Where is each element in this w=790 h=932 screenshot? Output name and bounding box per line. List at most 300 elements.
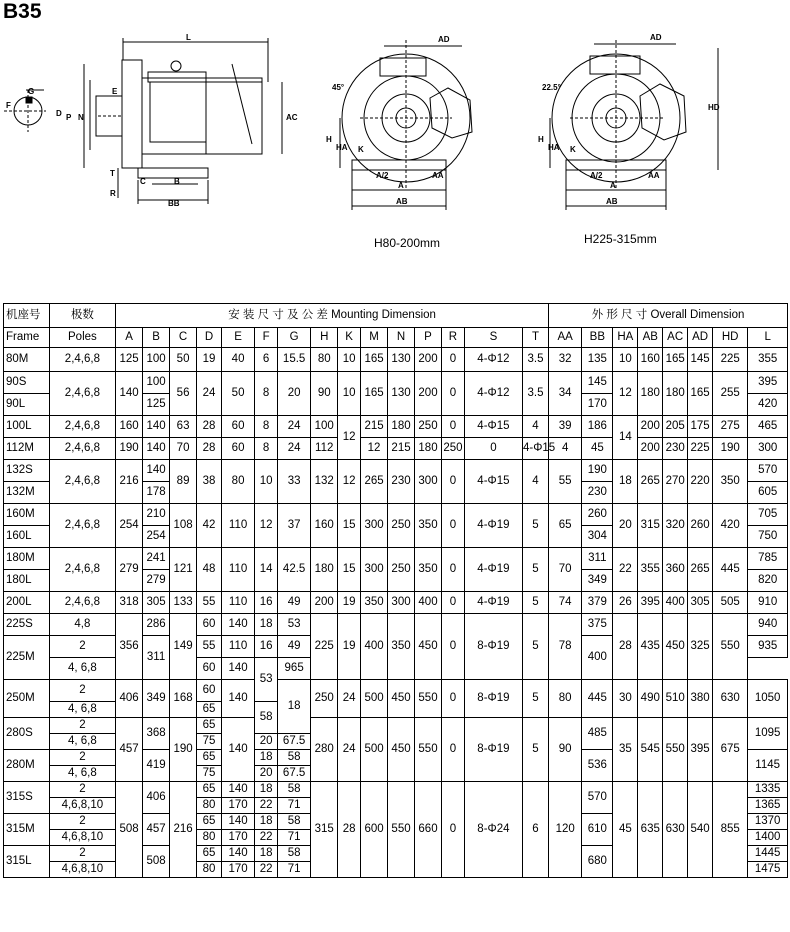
table-cell: 49 [278, 592, 311, 614]
table-cell: 550 [415, 680, 442, 718]
table-cell: 180 [638, 372, 663, 416]
table-cell: 180 [388, 416, 415, 438]
table-cell: 35 [613, 718, 638, 782]
table-cell: 65 [197, 702, 222, 718]
table-cell: 1365 [748, 798, 788, 814]
table-cell: 55 [549, 460, 582, 504]
table-cell: 40 [221, 348, 254, 372]
table-cell: 216 [116, 460, 143, 504]
table-cell: 550 [663, 718, 688, 782]
table-cell: 18 [255, 750, 278, 766]
table-cell: 5 [522, 614, 548, 680]
table-cell: 130 [388, 372, 415, 416]
table-cell: 4,8 [49, 614, 115, 636]
table-cell: 2 [49, 846, 115, 862]
table-cell: 90 [549, 718, 582, 782]
table-cell: 80 [311, 348, 338, 372]
table-cell: M [361, 328, 388, 348]
table-cell: 133 [170, 592, 197, 614]
table-cell: 0 [464, 438, 522, 460]
table-cell: 610 [582, 814, 613, 846]
table-cell: 2,4,6,8 [49, 348, 115, 372]
table-cell: BB [582, 328, 613, 348]
table-cell: 395 [688, 718, 713, 782]
table-cell: 215 [361, 416, 388, 438]
table-cell: 140 [143, 438, 170, 460]
table-cell: 300 [361, 548, 388, 592]
table-cell: 286 [143, 614, 170, 636]
table-cell: T [522, 328, 548, 348]
table-cell: 110 [221, 636, 254, 658]
table-cell: 39 [549, 416, 582, 438]
table-cell: 630 [713, 680, 748, 718]
table-cell: 368 [143, 718, 170, 750]
table-cell: 15 [338, 548, 361, 592]
table-cell: 300 [748, 438, 788, 460]
table-cell: 311 [143, 636, 170, 680]
table-cell: 4, 6,8 [49, 702, 115, 718]
label-AB2: AB [606, 197, 618, 206]
table-cell: 89 [170, 460, 197, 504]
table-cell: 2 [49, 814, 115, 830]
table-cell: 67.5 [278, 734, 311, 750]
table-cell [4, 304, 50, 328]
table-cell: 20 [255, 766, 278, 782]
table-cell: 318 [116, 592, 143, 614]
table-cell: 132M [4, 482, 50, 504]
table-cell: 140 [221, 680, 254, 718]
table-cell: 216 [170, 782, 197, 878]
table-cell: 4 [522, 460, 548, 504]
table-cell: 965 [278, 658, 311, 680]
table-cell: 4,6,8,10 [49, 798, 115, 814]
label-AC: AC [286, 113, 298, 122]
caption-small: H80-200mm [374, 236, 441, 250]
table-cell: 265 [361, 460, 388, 504]
table-cell: 250 [388, 548, 415, 592]
table-cell: C [170, 328, 197, 348]
table-cell: 18 [255, 614, 278, 636]
table-cell: HD [713, 328, 748, 348]
table-cell: 457 [116, 718, 143, 782]
table-cell: 2,4,6,8 [49, 416, 115, 438]
label-D: D [56, 109, 62, 118]
label-AA2: AA [648, 171, 660, 180]
table-cell: Poles [49, 328, 115, 348]
table-cell: 10 [338, 372, 361, 416]
table-cell: 58 [278, 814, 311, 830]
table-cell: 0 [442, 680, 465, 718]
table-cell: 1050 [748, 680, 788, 718]
table-cell: 极数 [49, 304, 115, 328]
table-cell: 65 [197, 846, 222, 862]
table-cell: 24 [278, 416, 311, 438]
table-cell: 90 [311, 372, 338, 416]
table-cell: 19 [338, 614, 361, 680]
table-cell: 65 [197, 718, 222, 734]
table-cell: 8-Φ19 [464, 614, 522, 680]
table-cell: 12 [361, 438, 388, 460]
table-cell: 10 [613, 348, 638, 372]
table-cell: 53 [255, 658, 278, 702]
table-cell: 5 [522, 718, 548, 782]
table-cell: 445 [713, 548, 748, 592]
table-cell: 145 [582, 372, 613, 394]
table-cell: 80 [197, 830, 222, 846]
table-cell: 160 [638, 348, 663, 372]
table-cell: AC [663, 328, 688, 348]
table-cell: 28 [338, 782, 361, 878]
table-cell: 2 [49, 680, 115, 702]
table-cell: 280M [4, 750, 50, 782]
table-cell: 190 [582, 460, 613, 482]
table-cell: 4 [522, 416, 548, 438]
table-cell: 50 [170, 348, 197, 372]
table-cell: 680 [582, 846, 613, 878]
table-cell: 855 [713, 782, 748, 878]
table-cell: 0 [442, 718, 465, 782]
table-cell: 0 [442, 614, 465, 680]
table-cell: 140 [221, 782, 254, 798]
label-F: F [6, 101, 11, 110]
table-cell: 280 [311, 718, 338, 782]
label-ang2: 22.5° [542, 83, 561, 92]
table-cell: 22 [255, 830, 278, 846]
table-cell: 540 [688, 782, 713, 878]
table-cell: 80 [221, 460, 254, 504]
table-cell: 570 [748, 460, 788, 482]
table-cell: N [388, 328, 415, 348]
table-cell: 180 [663, 372, 688, 416]
table-cell: 60 [197, 614, 222, 636]
label-HD2: HD [708, 103, 720, 112]
table-cell: 4, 6,8 [49, 734, 115, 750]
table-cell: 270 [663, 460, 688, 504]
table-cell: 445 [582, 680, 613, 718]
table-cell: 395 [638, 592, 663, 614]
table-cell: 12 [255, 504, 278, 548]
shaft-key-detail [4, 90, 46, 132]
label-H2: H [538, 135, 544, 144]
table-cell: 33 [278, 460, 311, 504]
table-cell: 230 [663, 438, 688, 460]
table-cell: 112M [4, 438, 50, 460]
table-cell: 28 [197, 438, 222, 460]
table-cell: 70 [549, 548, 582, 592]
table-cell: 42 [197, 504, 222, 548]
table-cell: 16 [255, 592, 278, 614]
label-A2: A [610, 181, 616, 190]
label-A1: A [398, 181, 404, 190]
table-cell: 304 [582, 526, 613, 548]
table-cell: 140 [116, 372, 143, 416]
table-cell: 5 [522, 680, 548, 718]
table-cell: 180 [415, 438, 442, 460]
table-cell: 280S [4, 718, 50, 750]
table-cell: 300 [361, 504, 388, 548]
table-cell: 140 [221, 718, 254, 782]
table-cell: 2 [49, 718, 115, 734]
table-cell: 230 [388, 460, 415, 504]
table-cell: 22 [255, 798, 278, 814]
label-A2-1: A/2 [376, 171, 389, 180]
table-cell: 315M [4, 814, 50, 846]
table-cell: 58 [255, 702, 278, 734]
table-cell: 350 [388, 614, 415, 680]
table-cell: 3.5 [522, 348, 548, 372]
table-cell: 121 [170, 548, 197, 592]
table-cell: 406 [116, 680, 143, 718]
table-cell: 180L [4, 570, 50, 592]
table-cell: 1095 [748, 718, 788, 750]
table-cell: 265 [688, 548, 713, 592]
table-cell: 160L [4, 526, 50, 548]
table-cell: 254 [116, 504, 143, 548]
table-cell: 225 [688, 438, 713, 460]
table-cell: 140 [143, 416, 170, 438]
table-cell: 250 [311, 680, 338, 718]
table-cell: 2 [49, 782, 115, 798]
table-cell: 910 [748, 592, 788, 614]
table-cell: 2 [49, 636, 115, 658]
table-cell: 935 [748, 636, 788, 658]
table-cell: 90L [4, 394, 50, 416]
label-AB1: AB [396, 197, 408, 206]
table-cell: 18 [613, 460, 638, 504]
table-cell: 24 [338, 680, 361, 718]
table-cell: 19 [338, 592, 361, 614]
table-cell: 140 [221, 814, 254, 830]
table-cell: 125 [143, 394, 170, 416]
table-cell: 536 [582, 750, 613, 782]
table-cell: 550 [388, 782, 415, 878]
table-cell: 58 [278, 750, 311, 766]
table-cell: 457 [143, 814, 170, 846]
table-cell: 14 [255, 548, 278, 592]
table-cell: 490 [638, 680, 663, 718]
table-cell: 4,6,8,10 [49, 862, 115, 878]
table-cell: 74 [549, 592, 582, 614]
table-cell: E [221, 328, 254, 348]
table-cell: 225 [311, 614, 338, 680]
table-cell: 10 [338, 348, 361, 372]
table-cell: 2 [49, 750, 115, 766]
table-cell: 356 [116, 614, 143, 680]
table-cell: 5 [522, 548, 548, 592]
table-cell: H [311, 328, 338, 348]
overall-en: Overall Dimension [650, 309, 745, 321]
table-cell: 630 [663, 782, 688, 878]
table-cell: 8 [255, 438, 278, 460]
table-cell: 60 [197, 658, 222, 680]
table-cell: 56 [170, 372, 197, 416]
table-cell: 100L [4, 416, 50, 438]
table-cell: 2,4,6,8 [49, 460, 115, 504]
table-cell: 320 [663, 504, 688, 548]
table-cell: 8-Φ19 [464, 680, 522, 718]
table-cell: AB [638, 328, 663, 348]
table-cell: 450 [388, 680, 415, 718]
table-cell: 545 [638, 718, 663, 782]
table-cell: 660 [415, 782, 442, 878]
table-cell: 300 [388, 592, 415, 614]
table-cell: 400 [361, 614, 388, 680]
table-cell: 140 [143, 460, 170, 482]
table-cell: 265 [638, 460, 663, 504]
table-cell: 0 [442, 348, 465, 372]
frame-cn: 机座号 [6, 309, 41, 321]
table-cell: 400 [663, 592, 688, 614]
table-cell: 435 [638, 614, 663, 680]
table-cell: 349 [143, 680, 170, 718]
table-cell: 178 [143, 482, 170, 504]
table-cell: 2,4,6,8 [49, 372, 115, 416]
table-cell: 80 [197, 798, 222, 814]
table-cell: 22 [255, 862, 278, 878]
table-cell: 20 [255, 734, 278, 750]
table-cell: D [197, 328, 222, 348]
table-cell: 450 [663, 614, 688, 680]
table-cell: 705 [748, 504, 788, 526]
table-cell: 170 [221, 798, 254, 814]
label-ang1: 45° [332, 83, 345, 92]
caption-large: H225-315mm [584, 232, 657, 246]
table-cell: 165 [361, 372, 388, 416]
table-cell: 55 [197, 636, 222, 658]
table-cell: S [464, 328, 522, 348]
table-cell: 125 [116, 348, 143, 372]
table-cell: 140 [221, 614, 254, 636]
table-cell: 24 [197, 372, 222, 416]
table-cell: 186 [582, 416, 613, 438]
table-cell: 80M [4, 348, 50, 372]
table-cell: 820 [748, 570, 788, 592]
table-cell: 200L [4, 592, 50, 614]
table-cell: P [415, 328, 442, 348]
table-cell: 58 [278, 782, 311, 798]
table-cell: 3.5 [522, 372, 548, 416]
table-cell: 380 [688, 680, 713, 718]
table-cell: 24 [338, 718, 361, 782]
table-cell: 375 [582, 614, 613, 636]
mount-cn: 安 装 尺 寸 及 公 差 [228, 309, 328, 321]
table-cell: L [748, 328, 788, 348]
table-cell: 2,4,6,8 [49, 592, 115, 614]
table-cell: 4-Φ19 [464, 592, 522, 614]
label-N: N [78, 113, 84, 122]
table-cell: 20 [613, 504, 638, 548]
table-cell: 0 [442, 782, 465, 878]
table-cell: 18 [255, 846, 278, 862]
table-cell: 1475 [748, 862, 788, 878]
table-cell: 260 [582, 504, 613, 526]
table-cell: 420 [748, 394, 788, 416]
label-AA1: AA [432, 171, 444, 180]
table-cell: 4,6,8,10 [49, 830, 115, 846]
table-cell: 785 [748, 548, 788, 570]
table-cell: 315L [4, 846, 50, 878]
table-cell: 110 [221, 548, 254, 592]
table-cell: 508 [143, 846, 170, 878]
table-cell: 4-Φ12 [464, 372, 522, 416]
table-cell: 149 [170, 614, 197, 680]
label-L: L [186, 33, 191, 42]
table-cell: 220 [688, 460, 713, 504]
table-cell: A [116, 328, 143, 348]
table-cell: 12 [613, 372, 638, 416]
table-cell: 305 [143, 592, 170, 614]
label-AD2: AD [650, 33, 662, 42]
table-cell: 190 [713, 438, 748, 460]
table-cell: 0 [442, 504, 465, 548]
table-cell: 254 [143, 526, 170, 548]
table-cell: 250 [442, 438, 465, 460]
table-cell: 65 [197, 814, 222, 830]
table-cell: 205 [663, 416, 688, 438]
table-cell: 420 [713, 504, 748, 548]
table-cell: 940 [748, 614, 788, 636]
table-cell [549, 304, 788, 328]
table-cell: 80 [549, 680, 582, 718]
table-cell: 45 [582, 438, 613, 460]
table-cell: 4-Φ19 [464, 504, 522, 548]
table-cell: 550 [713, 614, 748, 680]
table-cell: 1145 [748, 750, 788, 782]
table-cell: 250 [415, 416, 442, 438]
table-cell: Frame [4, 328, 50, 348]
table-cell: 38 [197, 460, 222, 504]
table-cell: 71 [278, 862, 311, 878]
table-cell: 305 [688, 592, 713, 614]
table-cell: 20 [278, 372, 311, 416]
table-cell: 78 [549, 614, 582, 680]
table-cell: 355 [748, 348, 788, 372]
table-cell: K [338, 328, 361, 348]
table-cell: 65 [549, 504, 582, 548]
table-cell [116, 304, 549, 328]
table-cell: 45 [613, 782, 638, 878]
table-cell: 2,4,6,8 [49, 504, 115, 548]
table-cell: HA [613, 328, 638, 348]
motor-side-view [84, 38, 282, 204]
table-cell: 5 [522, 504, 548, 548]
table-cell: 508 [116, 782, 143, 878]
table-cell: 67.5 [278, 766, 311, 782]
table-cell: 450 [415, 614, 442, 680]
table-cell: 0 [442, 548, 465, 592]
table-cell: 10 [255, 460, 278, 504]
table-cell: 140 [221, 658, 254, 680]
table-cell: 71 [278, 830, 311, 846]
table-cell: 18 [255, 782, 278, 798]
table-cell: 0 [442, 416, 465, 438]
table-cell: 225S [4, 614, 50, 636]
table-cell: F [255, 328, 278, 348]
table-cell: 279 [116, 548, 143, 592]
table-cell: 132S [4, 460, 50, 482]
table-cell: 170 [221, 862, 254, 878]
table-cell: 112 [311, 438, 338, 460]
table-cell: 406 [143, 782, 170, 814]
table-cell: 28 [613, 614, 638, 680]
table-cell: 4-Φ15 [464, 460, 522, 504]
table-cell: 395 [748, 372, 788, 394]
table-cell: 325 [688, 614, 713, 680]
table-cell: 108 [170, 504, 197, 548]
table-cell: 190 [116, 438, 143, 460]
table-cell: 110 [221, 504, 254, 548]
table-cell: 168 [170, 680, 197, 718]
